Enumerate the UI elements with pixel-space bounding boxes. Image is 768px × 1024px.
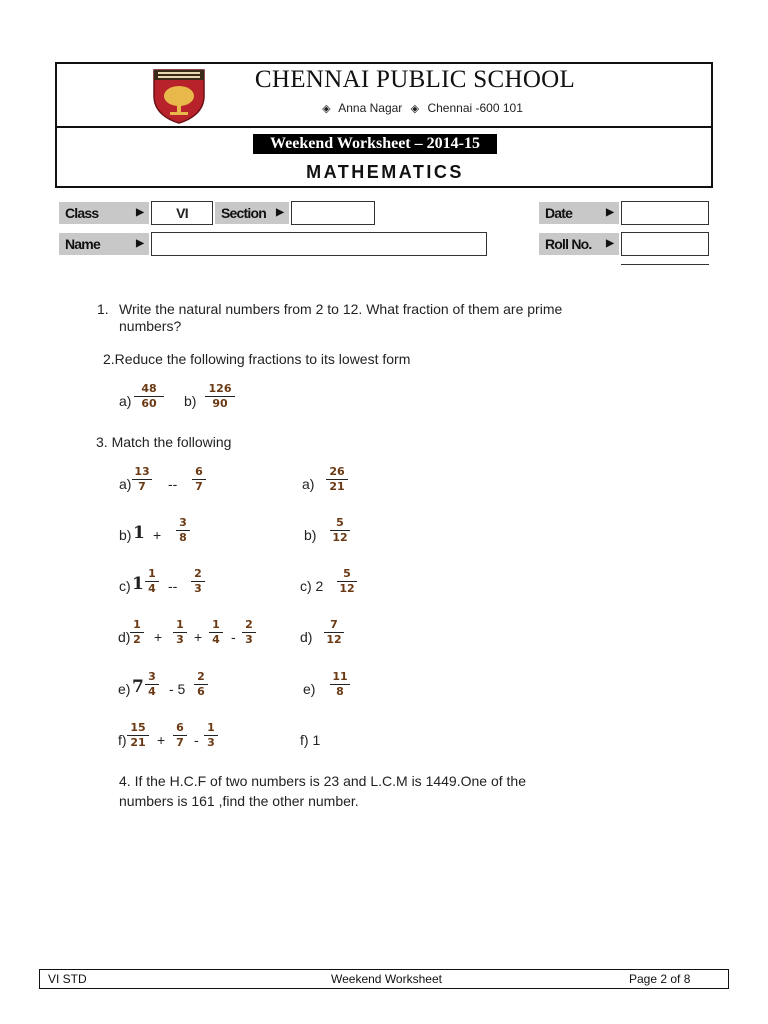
class-label: [59, 202, 149, 224]
match-left-f-op1: +: [157, 732, 166, 748]
match-left-f-frac3: 1 3: [204, 722, 218, 749]
match-left-b-frac: 3 8: [176, 517, 190, 544]
match-left-f-label: f): [118, 732, 127, 748]
name-field[interactable]: [151, 232, 487, 256]
match-left-d-frac3: 1 4: [209, 619, 223, 646]
q3-text: 3. Match the following: [96, 434, 232, 450]
school-name: CHENNAI PUBLIC SCHOOL: [254, 66, 576, 93]
q4-text-cont: numbers is 161 ,find the other number.: [119, 793, 359, 809]
match-left-d-op2: +: [194, 629, 203, 645]
match-left-e-label: e): [118, 681, 131, 697]
footer-class: VI STD: [48, 972, 87, 986]
q2-text: 2.Reduce the following fractions to its lowest form: [103, 351, 411, 367]
match-right-a-frac: 26 21: [326, 466, 348, 493]
match-right-c-label: c) 2: [300, 578, 324, 594]
match-right-b-label: b): [304, 527, 317, 543]
match-right-d-label: d): [300, 629, 313, 645]
match-left-c-frac2: 2 3: [191, 568, 205, 595]
q4-text: 4. If the H.C.F of two numbers is 23 and L.C.M is 1449.One of the: [119, 773, 526, 789]
match-left-b-whole: 1: [133, 523, 145, 543]
match-left-e-whole: 7: [132, 677, 144, 697]
date-field[interactable]: [621, 201, 709, 225]
match-left-c-label: c): [119, 578, 131, 594]
match-left-d-frac2: 1 3: [173, 619, 187, 646]
match-left-f-frac2: 6 7: [173, 722, 187, 749]
q1-text-cont: numbers?: [119, 318, 182, 334]
match-left-d-op1: +: [154, 629, 163, 645]
match-right-e-frac: 11 8: [330, 671, 350, 698]
q1-number: 1.: [97, 301, 109, 317]
arrow-right-icon: ▶: [136, 207, 143, 218]
q1-text: Write the natural numbers from 2 to 12. What fraction of them are prime: [119, 301, 563, 317]
match-left-a-frac2: 6 7: [192, 466, 206, 493]
footer-title: Weekend Worksheet: [331, 972, 442, 986]
match-right-e-label: e): [303, 681, 316, 697]
worksheet-title: Weekend Worksheet – 2014-15: [253, 134, 497, 154]
match-left-d-op3: -: [231, 629, 236, 645]
q2b-fraction: 126 90: [205, 383, 235, 410]
q2a-label: a): [119, 393, 132, 409]
roll-underline: [621, 264, 709, 265]
section-label-text: Section: [221, 205, 266, 221]
arrow-right-icon: ▶: [606, 238, 613, 249]
arrow-right-icon: ▶: [606, 207, 613, 218]
arrow-right-icon: ▶: [136, 238, 143, 249]
school-address: [290, 101, 550, 115]
name-label-text: Name: [65, 236, 100, 252]
date-label: [539, 202, 619, 224]
match-left-a-op: --: [168, 476, 178, 492]
match-left-f-frac1: 15 21: [127, 722, 149, 749]
match-right-c-frac: 5 12: [337, 568, 357, 595]
match-right-a-label: a): [302, 476, 315, 492]
class-label-text: Class: [65, 205, 99, 221]
match-left-d-label: d): [118, 629, 131, 645]
match-left-b-op: +: [153, 527, 162, 543]
match-left-b-label: b): [119, 527, 132, 543]
footer-page-number: Page 2 of 8: [629, 972, 691, 986]
match-left-f-op2: -: [194, 732, 199, 748]
roll-field[interactable]: [621, 232, 709, 256]
match-left-a-frac1: 13 7: [132, 466, 152, 493]
page-footer: [39, 969, 729, 989]
match-left-d-frac1: 1 2: [130, 619, 144, 646]
address-area: Anna Nagar: [338, 101, 403, 115]
header-divider: [55, 126, 713, 128]
section-field[interactable]: [291, 201, 375, 225]
roll-label-text: Roll No.: [545, 236, 592, 252]
diamond-bullet-icon: ◈: [410, 103, 420, 115]
q2b-label: b): [184, 393, 197, 409]
diamond-bullet-icon: ◈: [322, 103, 331, 115]
match-left-d-frac4: 2 3: [242, 619, 256, 646]
address-city: Chennai -600 101: [427, 101, 523, 115]
match-left-a-label: a): [119, 476, 132, 492]
match-left-c-op: --: [168, 578, 178, 594]
subject-title: MATHEMATICS: [306, 162, 464, 182]
match-left-e-op: - 5: [169, 681, 186, 697]
match-left-e-frac1: 3 4: [145, 671, 159, 698]
match-left-e-frac2: 2 6: [194, 671, 208, 698]
section-label: [215, 202, 289, 224]
date-label-text: Date: [545, 205, 573, 221]
school-logo: [150, 66, 208, 124]
match-right-d-frac: 7 12: [324, 619, 344, 646]
name-label: [59, 233, 149, 255]
class-field[interactable]: VI: [151, 201, 213, 225]
roll-label: [539, 233, 619, 255]
match-left-c-whole: 1: [132, 574, 144, 594]
match-right-b-frac: 5 12: [330, 517, 350, 544]
arrow-right-icon: ▶: [276, 207, 283, 218]
match-right-f-label: f) 1: [300, 732, 321, 748]
match-left-c-frac1: 1 4: [145, 568, 159, 595]
q2a-fraction: 48 60: [134, 383, 164, 410]
